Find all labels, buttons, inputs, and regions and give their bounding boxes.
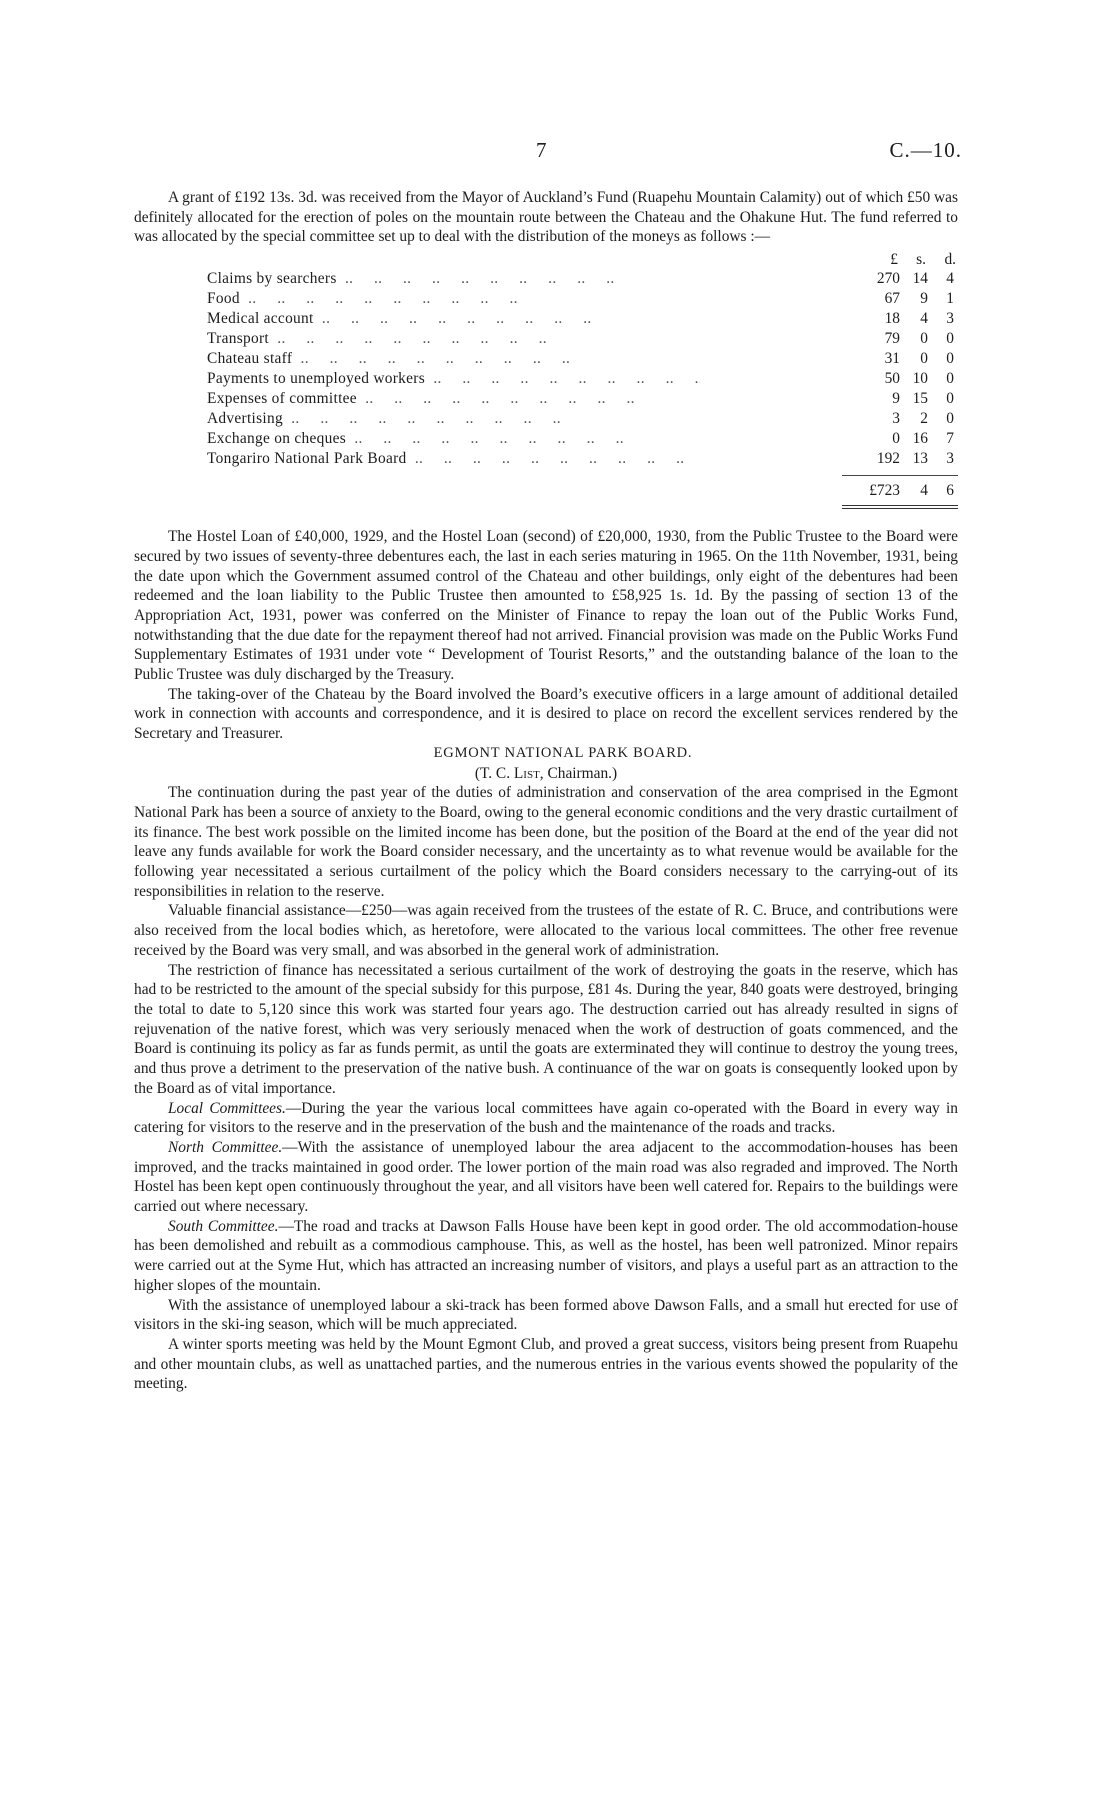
table-row	[134, 429, 958, 449]
local-committees-paragraph	[134, 1099, 958, 1138]
intro-paragraph: A grant of £192 13s. 3d. was received from the Mayor of Auckland’s Fund (Ruapehu Mountain Calamity) out of which £50 was definitely allocated for the erection of poles on the mountain route between the Chateau and the Ohakune Hut. The fund referred to was allocated by the special committee set up to deal with the distribution of the moneys as follows :—	[134, 189, 958, 246]
total-double-rule	[842, 505, 958, 506]
row-pounds: 18	[884, 310, 900, 328]
row-pence: 0	[946, 410, 954, 428]
taking-over-paragraph: The taking-over of the Chateau by the Board involved the Board’s executive officers in a large amount of additional detailed work in connection with accounts and correspondence, and it is desired to place on record the excellent services rendered by the Secretary and Treasurer.	[134, 685, 958, 743]
row-pence: 3	[946, 450, 954, 468]
north-committee-text: —With the assistance of unemployed labour the area adjacent to the accommodation-houses has been improved, and the tracks maintained in good order. The lower portion of the main road was also regraded and improved. The North Hostel has been kept open continuously throughout the year, and all visitors have been well catered for. Repairs to the buildings were carried out where necessary.	[134, 1138, 958, 1216]
row-pounds: 9	[892, 390, 900, 408]
section-title: EGMONT NATIONAL PARK BOARD.	[433, 744, 693, 761]
total-double-rule	[842, 508, 958, 509]
row-label: Tongariro National Park Board ..	[134, 449, 700, 469]
pounds-header: £	[890, 251, 898, 269]
row-pence: 0	[946, 390, 954, 408]
row-label: Claims by searchers ..	[134, 269, 700, 289]
south-committee-text: —The road and tracks at Dawson Falls House have been kept in good order. The old accommodation-house has been demolished and rebuilt as a commodious camphouse. This, as well as the hostel, has been well patronized. Minor repairs were carried out at the Syme Hut, which has attracted an increasing number of visitors, and plays a useful part as an attraction to the higher slopes of the mountain.	[134, 1217, 958, 1294]
row-pounds: 31	[884, 350, 900, 368]
row-pence: 0	[946, 370, 954, 388]
row-pence: 3	[946, 310, 954, 328]
row-label: Food ..	[134, 289, 700, 309]
row-pence: 1	[946, 290, 954, 308]
row-label: Advertising ..	[134, 409, 700, 429]
row-shillings: 0	[920, 330, 928, 348]
row-label: Expenses of committee ..	[134, 389, 700, 409]
row-pounds: 50	[884, 370, 900, 388]
row-label: Medical account ..	[134, 309, 700, 329]
winter-sports-paragraph: A winter sports meeting was held by the Mount Egmont Club, and proved a great success, visitors being present from Ruapehu and other mountain clubs, as well as unattached parties, and the numerous entries in the various events showed the popularity of the meeting.	[134, 1335, 958, 1393]
table-row	[134, 309, 958, 329]
row-label: Exchange on cheques ..	[134, 429, 700, 449]
hostel-loan-paragraph: The Hostel Loan of £40,000, 1929, and the Hostel Loan (second) of £20,000, 1930, from the Public Trustee to the Board were secured by two issues of seventy-three debentures each, the last in each series maturing in 1965. On the 11th November, 1931, being the date upon which the Government assumed control of the Chateau and other buildings, only eight of the debentures had been redeemed and the loan liability to the Public Trustee then amounted to £58,925 1s. 1d. By the passing of section 13 of the Appropriation Act, 1931, power was conferred on the Minister of Finance to repay the loan out of the Public Works Fund, notwithstanding that the due date for the repayment thereof had not arrived. Financial provision was made on the Public Works Fund Supplementary Estimates of 1931 under vote “ Development of Tourist Resorts,” and the outstanding balance of the loan to the Public Trustee was duly discharged by the Treasury.	[134, 528, 958, 684]
row-label: Payments to unemployed workers ..	[134, 369, 700, 389]
table-row	[134, 329, 958, 349]
table-row	[134, 349, 958, 369]
row-shillings: 0	[920, 350, 928, 368]
local-committees-text: —During the year the various local committees have again co-operated with the Board in every way in catering for visitors to the reserve and in the preservation of the bush and the maintenance of the roads and tracks.	[134, 1099, 958, 1137]
egmont-paragraph: Valuable financial assistance—£250—was again received from the trustees of the estate of R. C. Bruce, and contributions were also received from the local bodies which, as heretofore, were allocated to the various local committees. The other free revenue received by the Board was very small, and was absorbed in the general work of administration.	[134, 902, 958, 959]
total-rule	[842, 475, 958, 476]
local-committees-heading: Local Committees.	[168, 1099, 286, 1117]
table-row	[134, 449, 958, 469]
row-pence: 0	[946, 330, 954, 348]
row-pounds: 67	[884, 290, 900, 308]
document-reference: C.—10.	[889, 138, 962, 162]
total-pounds: £723	[869, 482, 900, 500]
row-pounds: 192	[876, 450, 900, 468]
table-row	[134, 289, 958, 309]
row-shillings: 10	[912, 370, 928, 388]
body-text	[134, 188, 958, 1394]
row-shillings: 4	[920, 310, 928, 328]
row-pounds: 79	[884, 330, 900, 348]
chair-suffix: , Chairman.)	[539, 764, 618, 782]
south-committee-paragraph	[134, 1217, 958, 1296]
table-row	[134, 389, 958, 409]
row-pounds: 3	[892, 410, 900, 428]
row-shillings: 13	[912, 450, 928, 468]
pence-header: d.	[944, 251, 956, 269]
north-committee-heading: North Committee.	[168, 1138, 283, 1156]
row-label: Transport ..	[134, 329, 700, 349]
row-shillings: 14	[912, 270, 928, 288]
row-pence: 7	[946, 430, 954, 448]
total-row	[134, 481, 958, 503]
egmont-paragraph: The restriction of finance has necessitated a serious curtailment of the work of destroying the goats in the reserve, which has had to be restricted to the amount of the special subsidy for this purpose, £81 4s. During the year, 840 goats were destroyed, bringing the total to date to 5,120 since this work was started four years ago. The destruction carried out has already resulted in signs of rejuvenation of the native forest, which was very seriously menaced when the work of destruction of goats commenced, and the Board is continuing its policy as far as funds permit, as until the goats are exterminated they will continue to destroy the young trees, and thus prove a detriment to the preservation of the native bush. A continuance of the war on goats is consequently looked upon by the Board as of vital importance.	[134, 961, 958, 1097]
total-pence: 6	[946, 482, 954, 500]
table-row	[134, 369, 958, 389]
row-shillings: 16	[912, 430, 928, 448]
fund-allocation-table	[134, 250, 958, 503]
ski-track-paragraph: With the assistance of unemployed labour a ski-track has been formed above Dawson Falls, and a small hut erected for use of visitors in the ski-ing season, which will be much appreciated.	[134, 1296, 958, 1334]
row-pence: 0	[946, 350, 954, 368]
south-committee-heading: South Committee.	[168, 1217, 279, 1235]
table-row	[134, 269, 958, 289]
shillings-header: s.	[916, 251, 926, 269]
page-header	[0, 138, 1114, 162]
row-label: Chateau staff ..	[134, 349, 700, 369]
total-shillings: 4	[920, 482, 928, 500]
section-chairman	[134, 764, 958, 784]
row-pence: 4	[946, 270, 954, 288]
north-committee-paragraph	[134, 1138, 958, 1217]
row-pounds: 0	[892, 430, 900, 448]
row-shillings: 2	[920, 410, 928, 428]
row-shillings: 15	[912, 390, 928, 408]
row-shillings: 9	[920, 290, 928, 308]
chair-name: List	[513, 764, 540, 782]
page-number: 7	[536, 138, 547, 162]
currency-header-row	[134, 250, 958, 269]
egmont-paragraph: The continuation during the past year of the duties of administration and conservation of the area comprised in the Egmont National Park has been a source of anxiety to the Board, owing to the general economic conditions and the very drastic curtailment of its finance. The best work possible on the limited income has been done, but the position of the Board at the end of the year did not leave any funds available for work the Board consider necessary, and the uncertainty as to what revenue would be available for the following year necessitated a serious curtailment of the policy which the Board considers necessary to the carrying-out of its responsibilities in relation to the reserve.	[134, 784, 958, 900]
table-row	[134, 409, 958, 429]
row-pounds: 270	[876, 270, 900, 288]
chair-prefix: (T. C.	[474, 764, 514, 782]
